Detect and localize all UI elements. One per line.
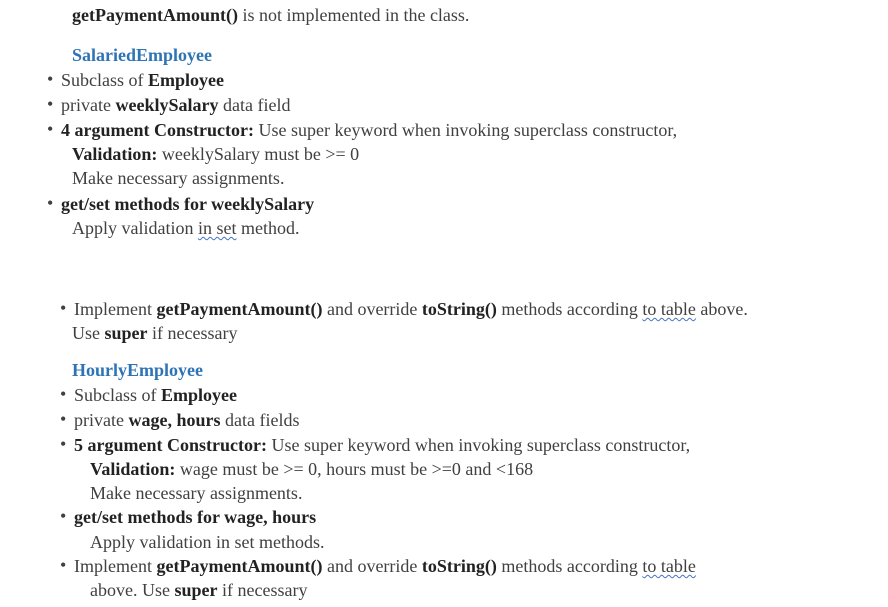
bullet-marker: • <box>60 434 67 454</box>
hourly-bullet-getset <box>74 506 316 528</box>
salaried-bullet-implement <box>74 298 748 320</box>
intro-line <box>72 4 469 26</box>
hourly-bullet-implement <box>74 555 696 577</box>
hourly-bullet-subclass <box>74 384 237 406</box>
text: and override <box>322 299 422 319</box>
text: and override <box>322 556 422 576</box>
text: if necessary <box>147 323 238 343</box>
bold-text: getPaymentAmount() <box>156 299 323 319</box>
bullet-marker: • <box>60 298 67 318</box>
salaried-heading: SalariedEmployee <box>72 45 212 65</box>
text: methods according <box>496 299 643 319</box>
bold-text: Validation: <box>72 144 158 164</box>
bullet-marker: • <box>60 555 67 575</box>
hourly-bullet-fields <box>74 409 299 431</box>
bold-text: getPaymentAmount() <box>156 556 323 576</box>
bold-text: Validation: <box>90 459 176 479</box>
hourly-assignments: Make necessary assignments. <box>90 483 303 503</box>
text: wage must be >= 0, hours must be >=0 and <168 <box>175 459 534 479</box>
bold-text: 5 argument Constructor: <box>74 435 267 455</box>
text: Subclass of <box>61 70 148 90</box>
bold-text: Employee <box>148 70 224 90</box>
spellcheck-underline-text: to table <box>642 556 696 576</box>
salaried-bullet-constructor <box>61 119 677 141</box>
text: Implement <box>74 556 157 576</box>
salaried-apply <box>72 217 299 239</box>
hourly-validation <box>90 458 533 480</box>
text: Use <box>72 323 105 343</box>
bullet-marker: • <box>47 94 54 114</box>
text: data fields <box>220 410 300 430</box>
text: above. <box>695 299 748 319</box>
bullet-marker: • <box>60 409 67 429</box>
bullet-marker: • <box>47 193 54 213</box>
bullet-marker: • <box>47 69 54 89</box>
hourly-apply: Apply validation in set methods. <box>90 532 325 552</box>
bullet-marker: • <box>60 384 67 404</box>
bold-text: 4 argument Constructor: <box>61 120 254 140</box>
text: Apply validation <box>72 218 198 238</box>
text: Subclass of <box>74 385 161 405</box>
salaried-bullet-field <box>61 94 290 116</box>
salaried-assignments: Make necessary assignments. <box>72 168 285 188</box>
hourly-bullet-constructor <box>74 434 690 456</box>
salaried-use-super <box>72 322 237 344</box>
text: private <box>74 410 129 430</box>
intro-method: getPaymentAmount() <box>72 5 238 25</box>
spellcheck-underline-text: in set <box>197 218 237 238</box>
salaried-bullet-getset <box>61 193 314 215</box>
bullet-marker: • <box>47 119 54 139</box>
text: Implement <box>74 299 157 319</box>
bold-text: Employee <box>161 385 237 405</box>
bold-text: get/set methods for weeklySalary <box>61 194 315 214</box>
bold-text: toString() <box>421 556 497 576</box>
hourly-heading: HourlyEmployee <box>72 360 203 380</box>
hourly-use-super <box>90 579 307 601</box>
bold-text: weeklySalary <box>115 95 219 115</box>
bold-text: wage, hours <box>128 410 221 430</box>
text: methods according <box>496 556 643 576</box>
bold-text: get/set methods for wage, hours <box>74 507 317 527</box>
intro-text: is not implemented in the class. <box>237 5 470 25</box>
text: if necessary <box>217 580 308 600</box>
text: data field <box>218 95 291 115</box>
bold-text: super <box>174 580 218 600</box>
text: Use super keyword when invoking superclass constructor, <box>253 120 678 140</box>
text: above. Use <box>90 580 175 600</box>
text: method. <box>236 218 300 238</box>
text: weeklySalary must be >= 0 <box>157 144 360 164</box>
salaried-bullet-subclass <box>61 69 224 91</box>
bullet-marker: • <box>60 506 67 526</box>
text: private <box>61 95 116 115</box>
spellcheck-underline-text: to table <box>642 299 696 319</box>
text: Use super keyword when invoking superclass constructor, <box>266 435 691 455</box>
bold-text: toString() <box>421 299 497 319</box>
bold-text: super <box>104 323 148 343</box>
salaried-validation <box>72 143 359 165</box>
